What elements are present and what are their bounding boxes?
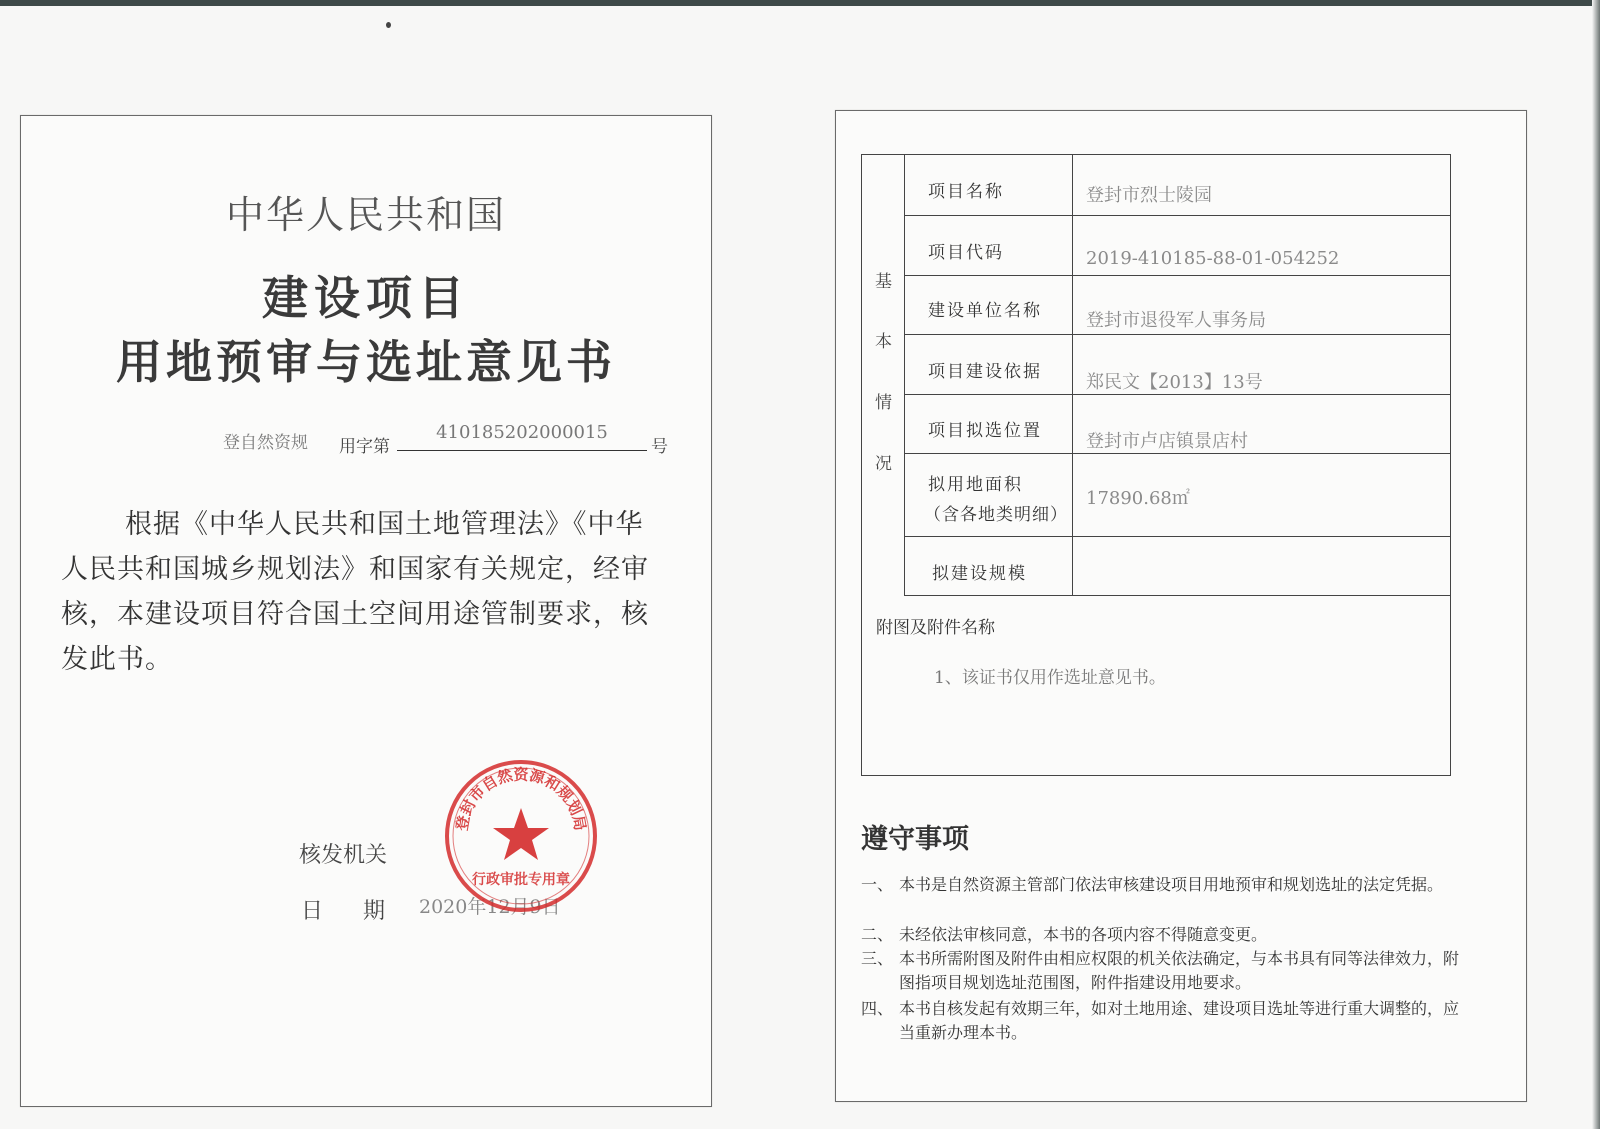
row-label: 项目建设依据 [928, 362, 1042, 382]
row-label: 拟用地面积 [928, 475, 1023, 495]
table-row [904, 155, 1450, 216]
official-seal-icon [441, 756, 601, 916]
attachment-item: 1、该证书仅用作选址意见书。 [934, 668, 1166, 688]
side-header-char: 基 [875, 272, 892, 292]
rule-number: 二、 [861, 925, 894, 944]
row-value: 登封市烈士陵园 [1086, 185, 1212, 206]
table-row [904, 454, 1450, 537]
row-value: 登封市卢店镇景店村 [1086, 431, 1248, 452]
seal-text: 登封市自然资源和规划局 [452, 765, 590, 833]
seal-subtext: 行政审批专用章 [472, 872, 570, 888]
row-label: 建设单位名称 [928, 301, 1042, 321]
side-header-char: 况 [875, 454, 892, 474]
table-row [904, 395, 1450, 454]
rule-text: 本书是自然资源主管部门依法审核建设项目用地预审和规划选址的法定凭据。 [899, 875, 1444, 894]
row-label: 项目名称 [928, 182, 1004, 202]
table-row [904, 537, 1450, 596]
rule-item [861, 923, 1471, 947]
side-header-char: 本 [875, 332, 892, 352]
doc-number: 410185202000015 [397, 416, 647, 451]
title-line-2: 用地预审与选址意见书 [116, 335, 616, 389]
scan-top-edge [0, 0, 1600, 6]
country-name: 中华人民共和国 [225, 193, 506, 237]
rule-number: 四、 [861, 999, 894, 1018]
rules-title: 遵守事项 [861, 824, 969, 855]
table-row [904, 335, 1450, 395]
scan-right-edge [1592, 0, 1600, 1129]
table-row [904, 276, 1450, 335]
rule-item [861, 947, 1471, 995]
date-label: 日期 [301, 899, 426, 924]
rule-number: 三、 [861, 949, 894, 968]
basic-info-table [861, 154, 1451, 776]
rule-number: 一、 [861, 875, 894, 894]
date-value: 2020年12月9日 [419, 896, 561, 918]
row-label: 拟建设规模 [932, 564, 1027, 584]
issuer-prefix: 登自然资规 [223, 433, 308, 453]
rule-text: 本书自核发起有效期三年，如对土地用途、建设项目选址等进行重大调整的，应当重新办理本书。 [899, 999, 1460, 1042]
rule-text: 本书所需附图及附件由相应权限的机关依法确定，与本书具有同等法律效力，附图指项目规划选址范围图，附件指建设用地要求。 [899, 949, 1460, 992]
row-value: 17890.68㎡ [1086, 488, 1190, 509]
body-paragraph: 根据《中华人民共和国土地管理法》《中华人民共和国城乡规划法》和国家有关规定，经审核，本建设项目符合国土空间用途管制要求，核发此书。 [61, 509, 649, 675]
side-header-char: 情 [875, 393, 892, 413]
row-value: 郑民文【2013】13号 [1086, 372, 1263, 393]
row-value: 登封市退役军人事务局 [1086, 310, 1266, 331]
cover-page [20, 115, 712, 1107]
attachment-label: 附图及附件名称 [876, 618, 995, 638]
issuing-authority-label: 核发机关 [299, 843, 388, 868]
row-label-detail: （含各地类明细） [924, 505, 1068, 525]
details-page [835, 110, 1527, 1102]
row-label: 项目代码 [928, 243, 1004, 263]
row-value: 2019-410185-88-01-054252 [1086, 248, 1340, 269]
doc-number-prefix: 用字第 [339, 437, 390, 457]
rule-item [861, 873, 1471, 897]
table-row [904, 216, 1450, 276]
doc-number-suffix: 号 [651, 437, 668, 457]
scan-speck [386, 22, 391, 28]
row-label: 项目拟选位置 [928, 421, 1042, 441]
rule-text: 未经依法审核同意，本书的各项内容不得随意变更。 [899, 925, 1268, 944]
rule-item [861, 997, 1471, 1045]
title-line-1: 建设项目 [262, 271, 470, 325]
basic-info-side-header [862, 155, 905, 595]
